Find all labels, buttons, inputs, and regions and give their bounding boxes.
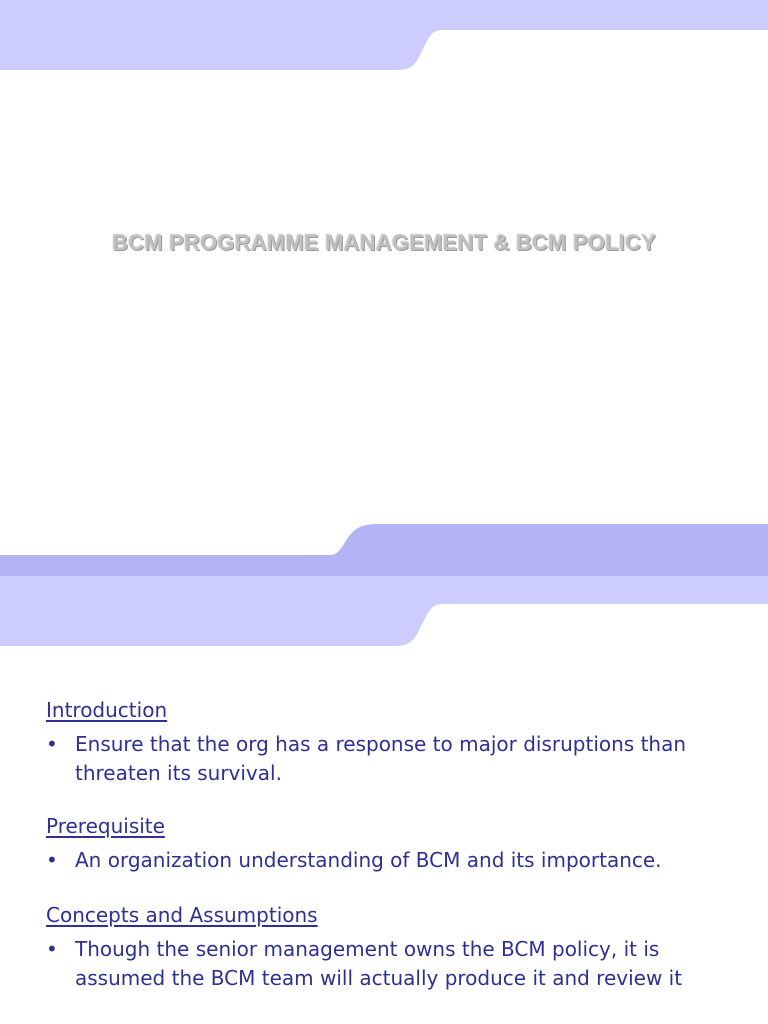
bullet-text: Though the senior management owns the BCM policy, it is assumed the BCM team will actually produce it and review it bbox=[75, 937, 683, 990]
bullet-dot: • bbox=[46, 937, 58, 961]
slide2-top-band bbox=[0, 576, 768, 656]
slide1-top-band bbox=[0, 0, 768, 80]
section-heading: Prerequisite bbox=[46, 814, 165, 838]
bullet-item bbox=[46, 935, 746, 993]
bullet-text: Ensure that the org has a response to major disruptions than threaten its survival. bbox=[75, 732, 687, 785]
bullet-item bbox=[46, 730, 746, 788]
section-concepts-assumptions bbox=[46, 901, 746, 993]
section-prerequisite bbox=[46, 812, 746, 875]
bullet-text: An organization understanding of BCM and its importance. bbox=[75, 848, 662, 872]
section-heading: Introduction bbox=[46, 698, 168, 722]
slide-title: BCM PROGRAMME MANAGEMENT & BCM POLICY bbox=[112, 230, 656, 255]
bullet-dot: • bbox=[46, 848, 58, 872]
section-introduction bbox=[46, 696, 746, 788]
bullet-dot: • bbox=[46, 732, 58, 756]
bullet-item bbox=[46, 846, 746, 875]
section-heading: Concepts and Assumptions bbox=[46, 903, 318, 927]
slide2-content bbox=[46, 696, 746, 1017]
slide1-bottom-band bbox=[0, 500, 768, 580]
